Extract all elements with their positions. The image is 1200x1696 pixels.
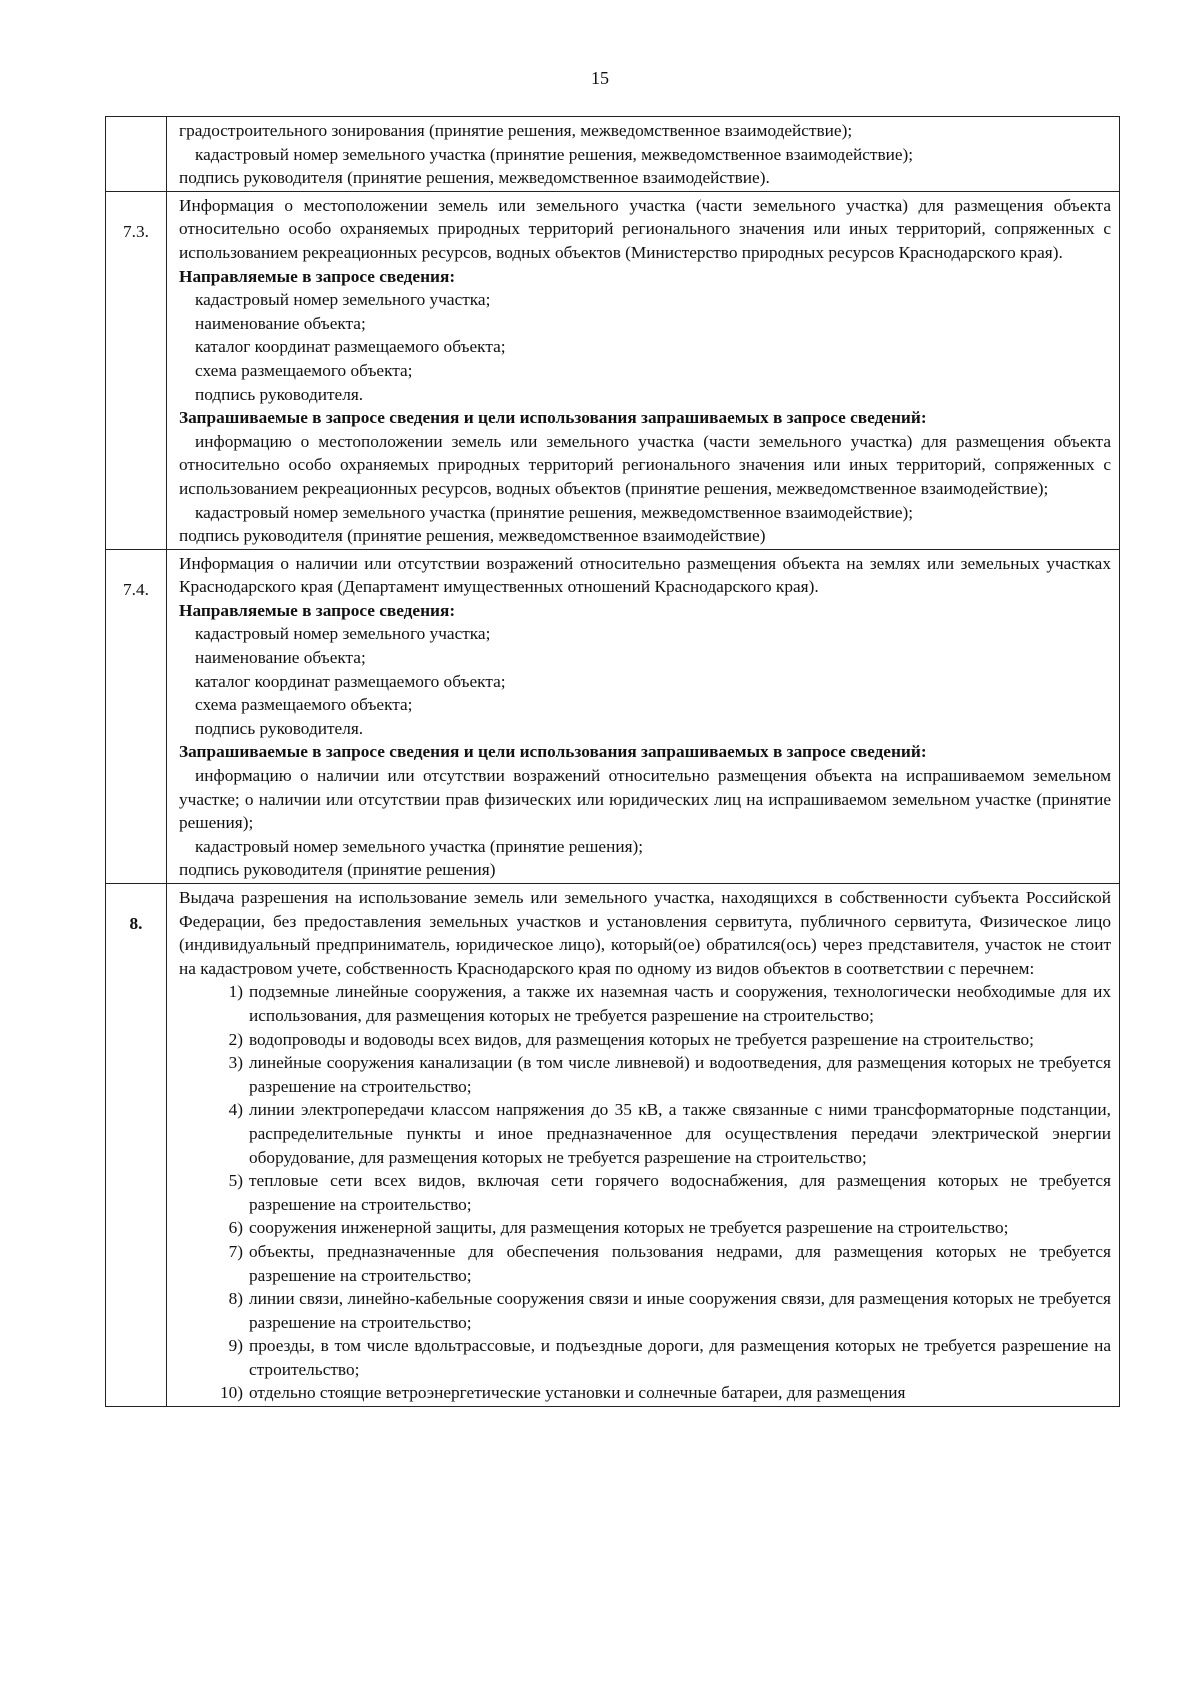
list-item: схема размещаемого объекта;: [195, 695, 413, 715]
section-heading: Запрашиваемые в запросе сведения и цели использования запрашиваемых в запросе сведений:: [179, 408, 927, 428]
list-item: [179, 1287, 1111, 1334]
list-item: наименование объекта;: [195, 648, 366, 668]
section-heading: Запрашиваемые в запросе сведения и цели использования запрашиваемых в запросе сведений:: [179, 742, 927, 762]
list-text: тепловые сети всех видов, включая сети горячего водоснабжения, для размещения которых не требуется разрешение на строительство;: [249, 1171, 1111, 1214]
list-text: линейные сооружения канализации (в том числе ливневой) и водоотведения, для размещения которых не требуется разрешение на строительство;: [249, 1053, 1111, 1096]
table-row: [106, 549, 1120, 883]
text-line: градостроительного зонирования (принятие решения, межведомственное взаимодействие);: [179, 121, 853, 140]
text-line: кадастровый номер земельного участка (принятие решения, межведомственное взаимодействие);: [195, 144, 914, 164]
list-item: кадастровый номер земельного участка (принятие решения, межведомственное взаимодействие);: [195, 502, 914, 522]
list-number: 8): [228, 1289, 243, 1309]
list-item: [179, 1098, 1111, 1169]
list-number: 10): [219, 1383, 243, 1403]
list-text: отдельно стоящие ветроэнергетические установки и солнечные батареи, для размещения: [249, 1383, 906, 1403]
list-text: подземные линейные сооружения, а также их наземная часть и сооружения, технологически необходимые для их использования, для размещения которых не требуется разрешение на строительство;: [249, 982, 1111, 1025]
list-item: подпись руководителя (принятие решения, межведомственное взаимодействие): [179, 526, 766, 546]
list-item: кадастровый номер земельного участка (принятие решения);: [195, 836, 644, 856]
list-text: проезды, в том числе вдольтрассовые, и подъездные дороги, для размещения которых не требуется разрешение на строительство;: [249, 1336, 1111, 1379]
list-number: 6): [228, 1218, 243, 1238]
list-item: кадастровый номер земельного участка;: [195, 624, 491, 644]
list-number: 4): [228, 1100, 243, 1120]
list-item: [179, 1334, 1111, 1381]
row-intro: Информация о местоположении земель или земельного участка (части земельного участка) для размещения объекта относительно особо охраняемых природных территорий регионального значения или иных территорий, сопряженных с использованием рекреационных ресурсов, водных объектов (Министерство природных ресурсов Краснодарского края).: [179, 195, 1111, 262]
list-item: [179, 1051, 1111, 1098]
table-row: [106, 884, 1120, 1407]
list-item: [179, 1028, 1111, 1052]
list-number: 5): [228, 1171, 243, 1191]
row-content: [167, 549, 1120, 883]
row-content: [167, 191, 1120, 549]
list-item: подпись руководителя.: [195, 718, 364, 738]
request-paragraph: информацию о местоположении земель или земельного участка (части земельного участка) для размещения объекта относительно особо охраняемых природных территорий регионального значения или иных территорий, сопряженных с использованием рекреационных ресурсов, водных объектов (принятие решения, межведомственное взаимодействие);: [179, 431, 1111, 498]
list-item: [179, 980, 1111, 1027]
list-item: [179, 1240, 1111, 1287]
list-number: 1): [228, 982, 243, 1002]
list-item: каталог координат размещаемого объекта;: [195, 671, 506, 691]
object-type-list: [179, 980, 1111, 1405]
table-row: [106, 191, 1120, 549]
list-number: 9): [228, 1336, 243, 1356]
list-text: объекты, предназначенные для обеспечения пользования недрами, для размещения которых не требуется разрешение на строительство;: [249, 1241, 1111, 1285]
row-content: [167, 117, 1120, 192]
list-item: подпись руководителя.: [195, 384, 364, 404]
list-text: сооружения инженерной защиты, для размещения которых не требуется разрешение на строительство;: [249, 1218, 1009, 1238]
list-text: водопроводы и водоводы всех видов, для размещения которых не требуется разрешение на строительство;: [249, 1029, 1034, 1049]
text-line: подпись руководителя (принятие решения, межведомственное взаимодействие).: [179, 168, 770, 188]
row-number: 7.3.: [106, 191, 167, 549]
list-item: кадастровый номер земельного участка;: [195, 290, 491, 310]
list-number: 7): [228, 1241, 243, 1261]
section-heading: Направляемые в запросе сведения:: [179, 600, 456, 620]
list-number: 2): [228, 1029, 243, 1049]
row-number: 8.: [106, 884, 167, 1407]
table-row: [106, 117, 1120, 192]
list-item: подпись руководителя (принятие решения): [179, 860, 496, 880]
list-item: [179, 1169, 1111, 1216]
list-text: линии связи, линейно-кабельные сооружения связи и иные сооружения связи, для размещения которых не требуется разрешение на строительство;: [249, 1289, 1111, 1332]
row-intro: Информация о наличии или отсутствии возражений относительно размещения объекта на землях или земельных участках Краснодарского края (Департамент имущественных отношений Краснодарского края).: [179, 553, 1111, 597]
list-item: наименование объекта;: [195, 313, 366, 333]
list-item: каталог координат размещаемого объекта;: [195, 337, 506, 357]
row-number: 7.4.: [106, 549, 167, 883]
row-content: [167, 884, 1120, 1407]
list-item: [179, 1381, 1111, 1405]
list-number: 3): [228, 1053, 243, 1073]
services-table: [105, 116, 1120, 1407]
section-heading: Направляемые в запросе сведения:: [179, 266, 456, 286]
request-paragraph: информацию о наличии или отсутствии возражений относительно размещения объекта на испрашиваемом земельном участке; о наличии или отсутствии прав физических или юридических лиц на испрашиваемом земельном участке (принятие решения);: [179, 766, 1111, 833]
row-number: [106, 117, 167, 192]
row-intro: Выдача разрешения на использование земель или земельного участка, находящихся в собственности субъекта Российской Федерации, без предоставления земельных участков и установления сервитута, публичного сервитута, Физическое лицо (индивидуальный предприниматель, юридическое лицо), который(ое) обратился(ось) через представителя, участок не стоит на кадастровом учете, собственность Краснодарского края по одному из видов объектов в соответствии с перечнем:: [179, 888, 1111, 978]
page-number: 15: [591, 68, 609, 88]
list-text: линии электропередачи классом напряжения до 35 кВ, а также связанные с ними трансформаторные подстанции, распределительные пункты и иное предназначенное для осуществления передачи электрической энергии оборудование, для размещения которых не требуется разрешение на строительство;: [249, 1100, 1111, 1167]
list-item: схема размещаемого объекта;: [195, 360, 413, 380]
list-item: [179, 1216, 1111, 1240]
